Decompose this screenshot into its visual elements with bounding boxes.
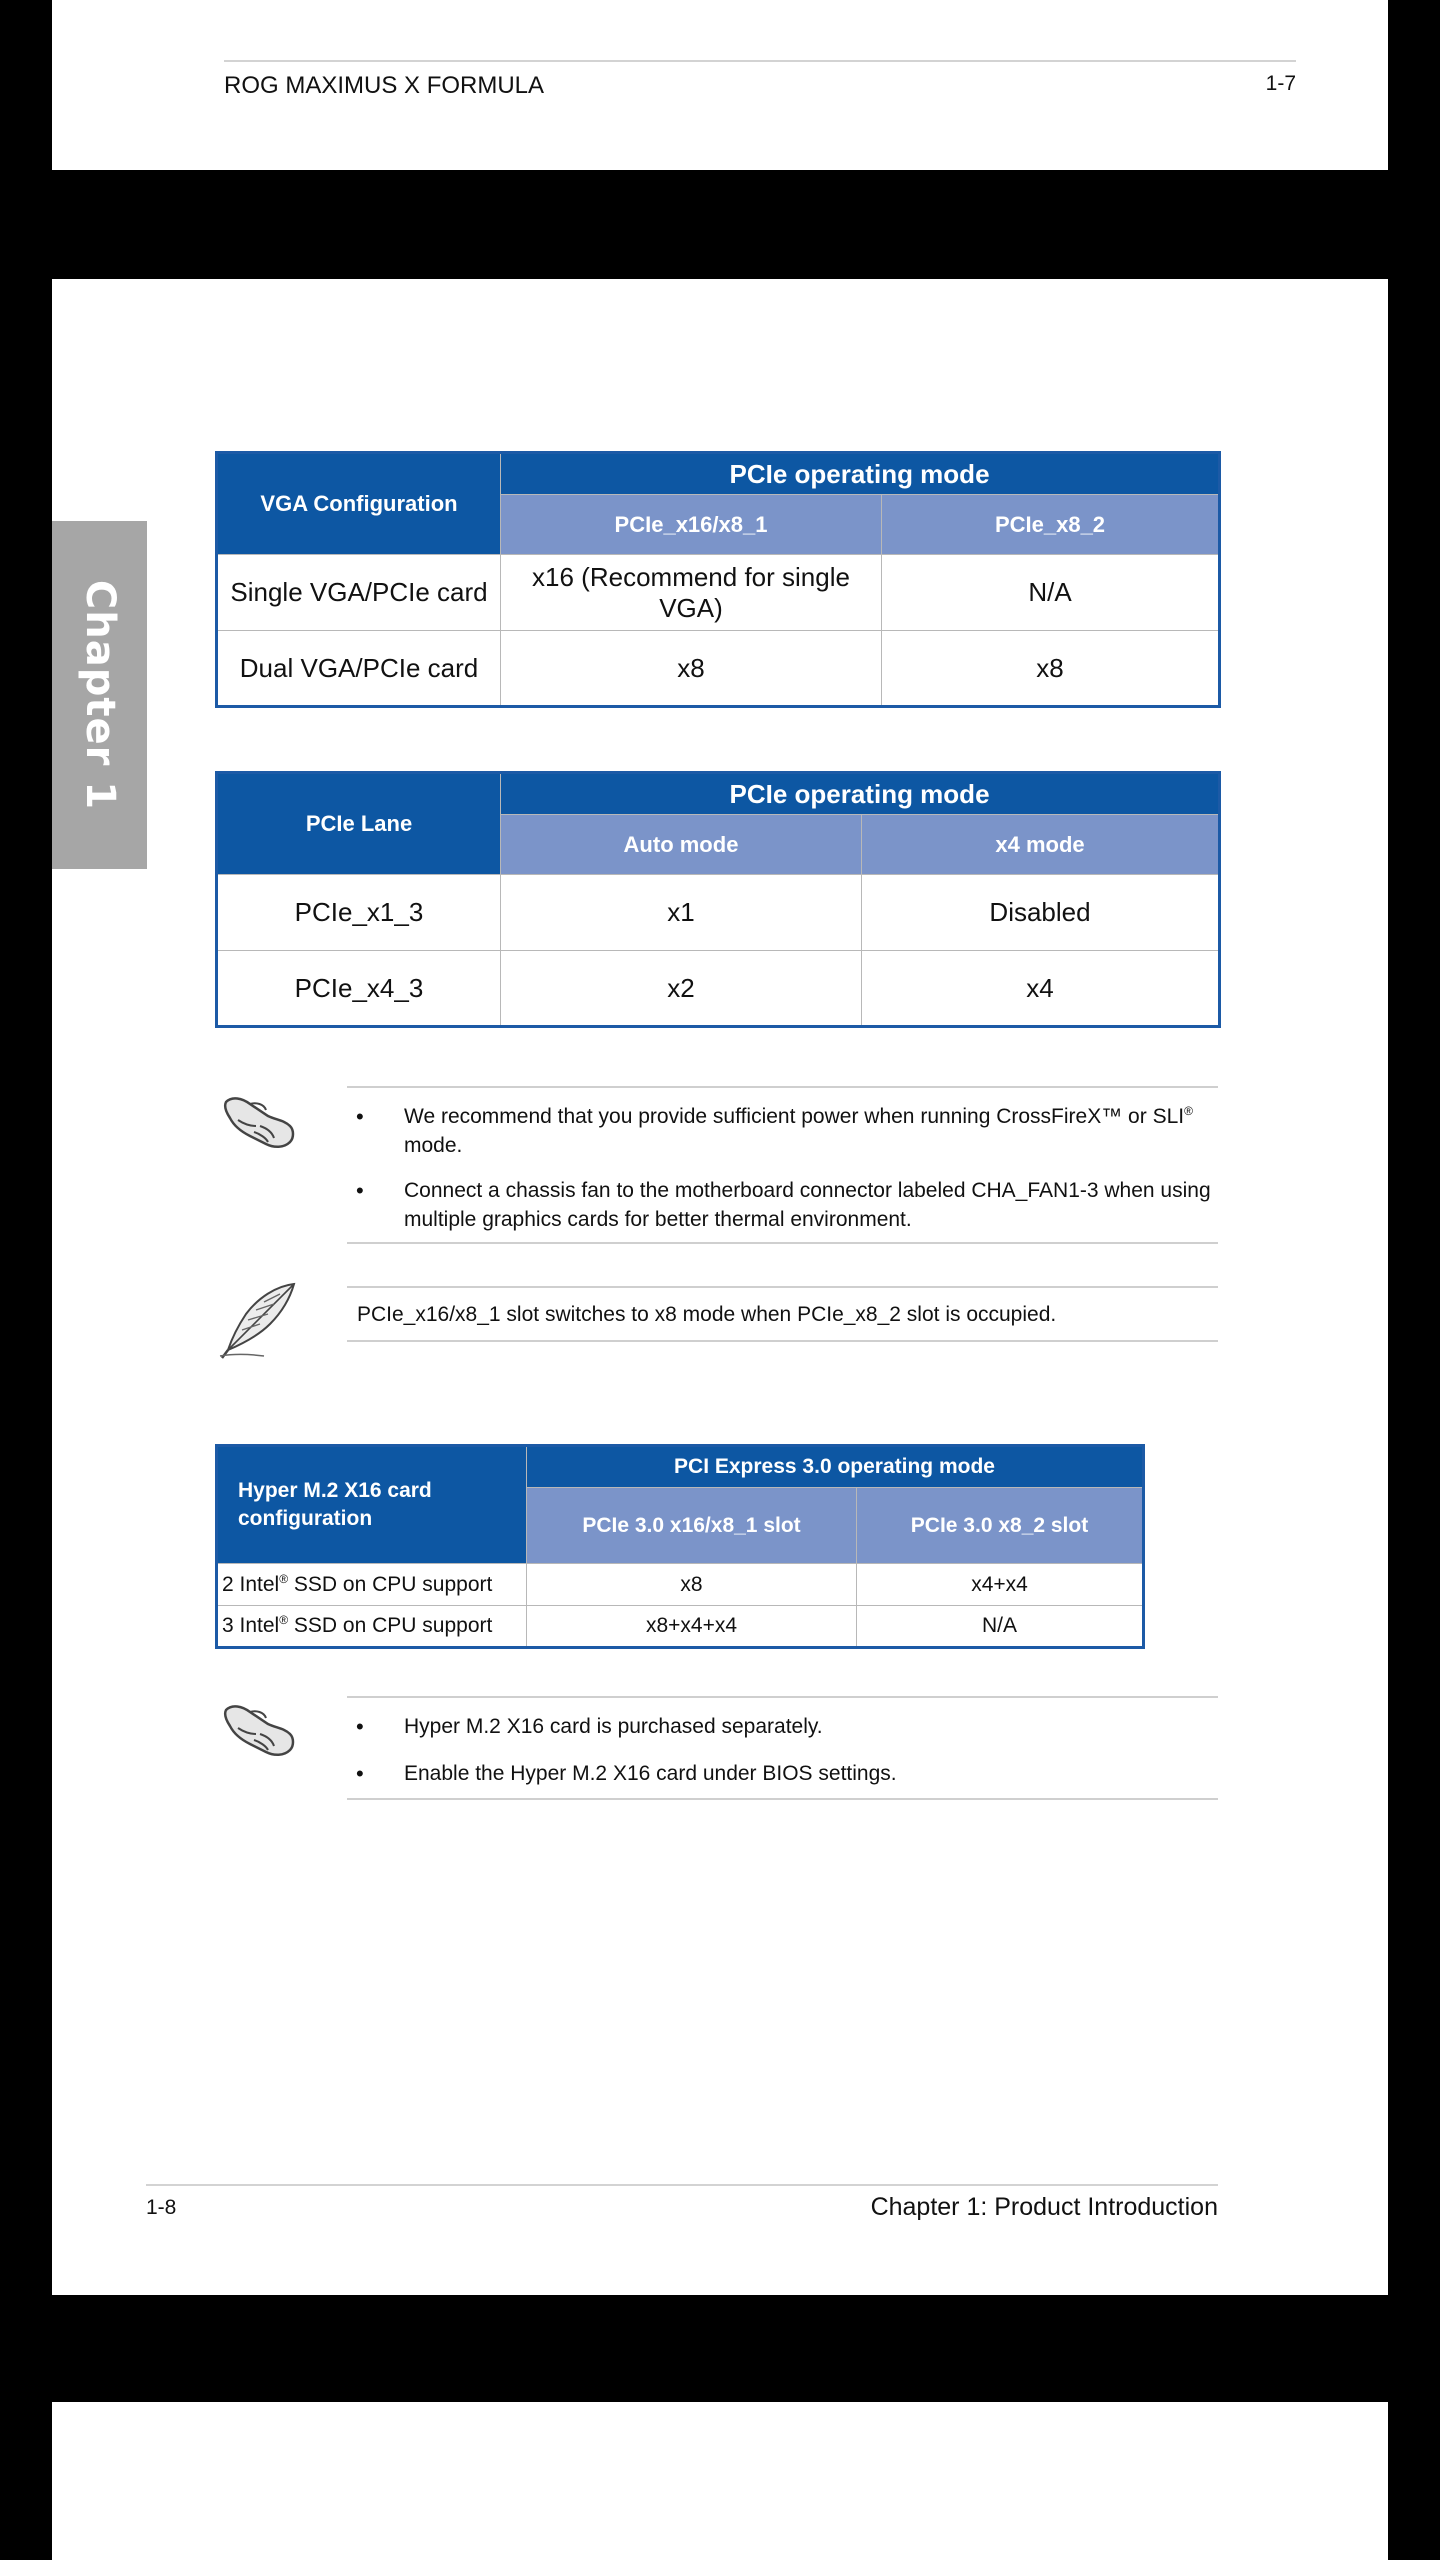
note-item: • We recommend that you provide sufficient power when running CrossFireX™ or SLI® mode. xyxy=(347,1102,1218,1160)
next-page xyxy=(52,2402,1388,2560)
header-page-number: 1-7 xyxy=(1265,72,1296,95)
header-title: ROG MAXIMUS X FORMULA xyxy=(224,72,545,99)
table-cell: x4 xyxy=(862,951,1220,1027)
m2-col-header: PCIe 3.0 x16/x8_1 slot xyxy=(527,1488,857,1564)
table-cell: N/A xyxy=(882,555,1220,631)
table-row xyxy=(217,631,1220,707)
table-cell: N/A xyxy=(857,1606,1144,1648)
m2-col-header: PCIe 3.0 x8_2 slot xyxy=(857,1488,1144,1564)
important-note xyxy=(347,1696,1218,1800)
vga-col-header: PCIe_x16/x8_1 xyxy=(501,495,882,555)
table-row xyxy=(217,555,1220,631)
pcie-lane-table xyxy=(215,771,1221,1028)
footer-rule xyxy=(146,2184,1218,2186)
table-cell: x8 xyxy=(527,1564,857,1606)
table-cell: PCIe_x4_3 xyxy=(217,951,501,1027)
vga-config-header: VGA Configuration xyxy=(217,453,501,555)
table-cell: x8 xyxy=(501,631,882,707)
table-cell: x2 xyxy=(501,951,862,1027)
m2-config-header: Hyper M.2 X16 card configuration xyxy=(217,1446,527,1564)
table-cell: Disabled xyxy=(862,875,1220,951)
m2-group-header: PCI Express 3.0 operating mode xyxy=(527,1446,1144,1488)
table-cell: PCIe_x1_3 xyxy=(217,875,501,951)
header-rule xyxy=(224,60,1296,62)
table-row xyxy=(217,1606,1144,1648)
note-item: • Hyper M.2 X16 card is purchased separately. xyxy=(347,1712,1218,1741)
footer-page-number: 1-8 xyxy=(146,2196,177,2219)
lane-col-header: Auto mode xyxy=(501,815,862,875)
footer-title: Chapter 1: Product Introduction xyxy=(870,2193,1218,2221)
table-cell: x4+x4 xyxy=(857,1564,1144,1606)
feather-note-icon xyxy=(218,1280,300,1360)
note-item: • Enable the Hyper M.2 X16 card under BIOS settings. xyxy=(347,1759,1218,1788)
info-note xyxy=(347,1286,1218,1342)
lane-config-header: PCIe Lane xyxy=(217,773,501,875)
table-cell: 3 Intel® SSD on CPU support xyxy=(217,1606,527,1648)
table-row xyxy=(217,1564,1144,1606)
table-cell: Dual VGA/PCIe card xyxy=(217,631,501,707)
current-page xyxy=(52,279,1388,2295)
table-row xyxy=(217,951,1220,1027)
table-cell: x8+x4+x4 xyxy=(527,1606,857,1648)
hand-note-icon xyxy=(220,1090,298,1152)
hyper-m2-table xyxy=(215,1444,1145,1649)
important-note xyxy=(347,1086,1218,1244)
table-cell: x8 xyxy=(882,631,1220,707)
chapter-tab xyxy=(52,521,147,869)
note-item: • Connect a chassis fan to the motherboard connector labeled CHA_FAN1-3 when using multiple graphics cards for better thermal environment. xyxy=(347,1176,1218,1234)
note-text: PCIe_x16/x8_1 slot switches to x8 mode when PCIe_x8_2 slot is occupied. xyxy=(357,1303,1057,1326)
table-cell: 2 Intel® SSD on CPU support xyxy=(217,1564,527,1606)
table-cell: Single VGA/PCIe card xyxy=(217,555,501,631)
vga-group-header: PCIe operating mode xyxy=(501,453,1220,495)
table-row xyxy=(217,875,1220,951)
vga-configuration-table xyxy=(215,451,1221,708)
chapter-tab-label: Chapter 1 xyxy=(76,579,123,811)
vga-col-header: PCIe_x8_2 xyxy=(882,495,1220,555)
table-cell: x1 xyxy=(501,875,862,951)
lane-group-header: PCIe operating mode xyxy=(501,773,1220,815)
lane-col-header: x4 mode xyxy=(862,815,1220,875)
previous-page xyxy=(52,0,1388,170)
table-cell: x16 (Recommend for single VGA) xyxy=(501,555,882,631)
hand-note-icon xyxy=(220,1698,298,1760)
